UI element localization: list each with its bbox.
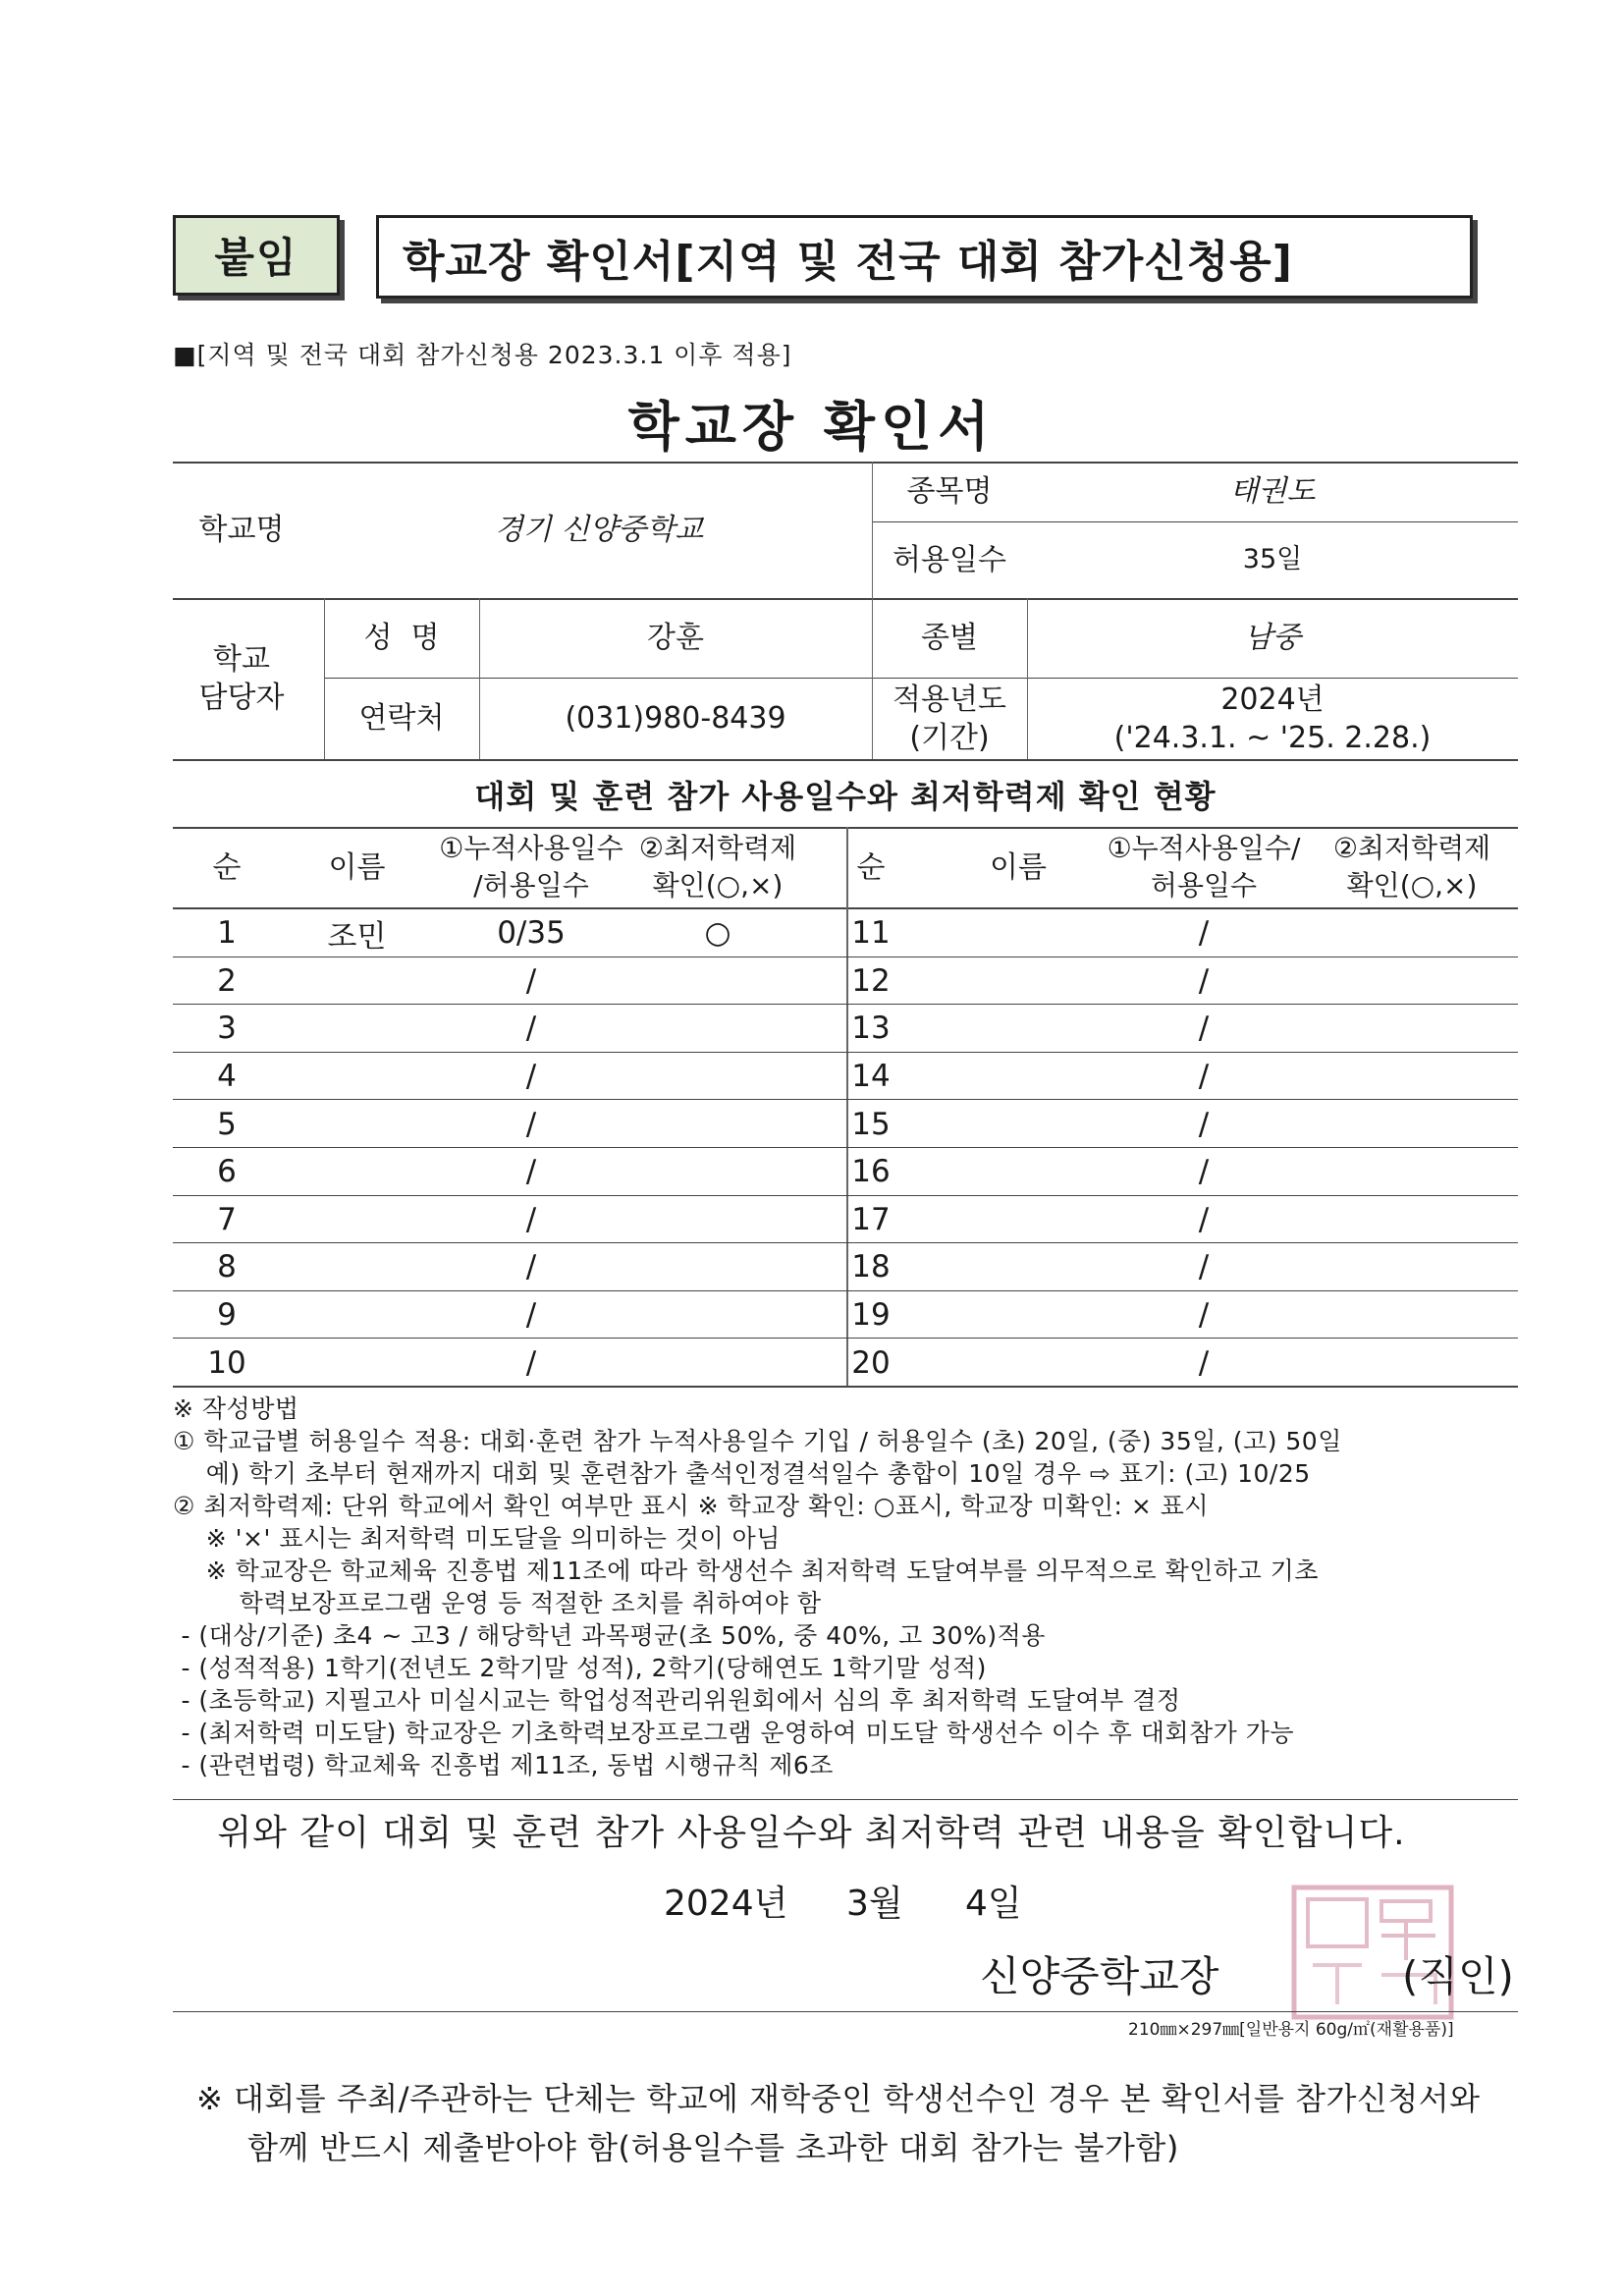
year-label-line1: 적용년도: [893, 682, 1006, 717]
table-cell-r-check: [1306, 909, 1518, 957]
contact-value: (031)980-8439: [565, 701, 786, 736]
contact-label: 연락처: [358, 701, 445, 736]
table-cell-l-check: [629, 1339, 806, 1387]
year-label: [872, 678, 1027, 759]
table-cell-r-check: [1306, 957, 1518, 1006]
header-check: [629, 827, 806, 907]
table-cell-l-no: 10: [207, 1344, 246, 1381]
document-heading-text: 학교장 확인서[지역 및 전국 대회 참가신청용]: [403, 236, 1293, 287]
table-cell-r-name: [925, 1291, 1111, 1339]
rule-line: [173, 1386, 1518, 1388]
header-days-right-line1: ①누적사용일수/: [1107, 832, 1301, 865]
table-cell-r-no: 11: [851, 915, 891, 952]
year-value-line1: 2024년: [1220, 682, 1325, 717]
sport-value: 태권도: [1229, 474, 1316, 509]
table-cell-r-days: /: [1198, 915, 1210, 952]
table-cell-r-check: [1306, 1100, 1518, 1148]
table-cell-l-days: /: [525, 1011, 537, 1047]
rule-line: [173, 2011, 1518, 2012]
table-cell-l-days: /: [525, 1344, 537, 1381]
rule-line: [173, 1799, 1518, 1800]
table-cell-r-name: [925, 1148, 1111, 1196]
table-cell-l-no: 1: [217, 915, 237, 952]
seal-label: (직인): [1402, 1952, 1514, 2000]
table-cell-l-name: [281, 1100, 433, 1148]
table-cell-r-check: [1306, 1005, 1518, 1053]
header-name-right: 이름: [990, 849, 1047, 885]
header-check-right-line2: 확인(○,×): [1346, 869, 1478, 902]
table-cell-r-name: [925, 1243, 1111, 1291]
table-cell-l-check: [629, 1005, 806, 1053]
table-cell-l-days: 0/35: [497, 915, 566, 952]
year-value: [1027, 678, 1518, 759]
note-line: - (최저학력 미도달) 학교장은 기초학력보장프로그램 운영하여 미도달 학생선수 이수 후 대회참가 가능: [173, 1719, 1295, 1747]
table-cell-l-check: [629, 1100, 806, 1148]
header-check-right-line1: ②최저학력제: [1332, 832, 1491, 865]
table-cell-r-check: [1306, 1053, 1518, 1101]
table-cell-l-days: /: [525, 1249, 537, 1285]
paper-spec: 210㎜×297㎜[일반용지 60g/㎡(재활용품)]: [1128, 2020, 1454, 2040]
note-line: ※ 학교장은 학교체육 진흥법 제11조에 따라 학생선수 최저학력 도달여부를 의무적으로 확인하고 기초: [173, 1557, 1319, 1585]
table-cell-r-days: /: [1198, 1201, 1210, 1237]
header-days: [433, 827, 629, 907]
sport-label: 종목명: [906, 474, 993, 509]
manager-label-line1: 학교: [213, 642, 270, 677]
header-days-line2: /허용일수: [473, 869, 589, 902]
table-cell-r-name: [925, 1053, 1111, 1101]
note-line: - (관련법령) 학교체육 진흥법 제11조, 동법 시행규칙 제6조: [173, 1751, 834, 1779]
table-title: 대회 및 훈련 참가 사용일수와 최저학력제 확인 현황: [474, 778, 1217, 815]
note-line: - (대상/기준) 초4 ~ 고3 / 해당학년 과목평균(초 50%, 중 40%, 고 30%)적용: [173, 1621, 1046, 1650]
header-check-line2: 확인(○,×): [652, 869, 784, 902]
table-cell-l-name: [281, 1053, 433, 1101]
year-label-line2: (기간): [909, 720, 990, 755]
table-cell-r-days: /: [1198, 1106, 1210, 1142]
table-cell-r-days: /: [1198, 1011, 1210, 1047]
table-cell-r-check: [1306, 1148, 1518, 1196]
header-days-right-line2: 허용일수: [1150, 869, 1258, 902]
table-cell-r-no: 20: [851, 1344, 891, 1381]
table-cell-l-days: /: [525, 962, 537, 999]
table-cell-r-no: 12: [851, 962, 891, 999]
table-cell-l-check: ○: [704, 915, 731, 952]
table-cell-r-no: 18: [851, 1249, 891, 1285]
document-heading: [376, 215, 1473, 299]
date-month: 3월: [846, 1884, 903, 1924]
table-cell-l-name: [281, 1005, 433, 1053]
table-cell-r-check: [1306, 1339, 1518, 1387]
table-cell-l-name: [281, 1291, 433, 1339]
table-cell-r-no: 14: [851, 1059, 891, 1095]
table-cell-r-name: [925, 909, 1111, 957]
notes-section: [173, 1393, 1528, 1781]
category-value: 남중: [1244, 621, 1301, 655]
note-line: - (초등학교) 지필고사 미실시교는 학업성적관리위원회에서 심의 후 최저학력 도달여부 결정: [173, 1686, 1181, 1715]
page-title: 학교장 확인서: [627, 396, 996, 458]
table-cell-l-name: [281, 1196, 433, 1244]
date-year: 2024년: [664, 1884, 788, 1924]
table-cell-r-days: /: [1198, 1059, 1210, 1095]
table-cell-l-no: 5: [217, 1106, 237, 1142]
table-cell-l-days: /: [525, 1059, 537, 1095]
signer-name: 신양중학교장: [980, 1952, 1219, 2000]
name-value: 강훈: [647, 621, 704, 655]
table-cell-l-check: [629, 1243, 806, 1291]
note-line: ② 최저학력제: 단위 학교에서 확인 여부만 표시 ※ 학교장 확인: ○표시, 학교장 미확인: × 표시: [173, 1492, 1210, 1520]
table-cell-r-name: [925, 1100, 1111, 1148]
table-cell-r-name: [925, 1196, 1111, 1244]
allowed-days-value: 35일: [1242, 544, 1303, 575]
table-cell-l-name: [281, 1148, 433, 1196]
attachment-tag: 붙임: [173, 215, 340, 296]
table-cell-l-no: 4: [217, 1059, 237, 1095]
table-cell-r-days: /: [1198, 1249, 1210, 1285]
school-value: 경기 신양중학교: [494, 513, 704, 547]
table-cell-l-no: 9: [217, 1297, 237, 1334]
table-cell-r-check: [1306, 1243, 1518, 1291]
table-cell-l-name: 조민: [327, 918, 387, 955]
table-cell-r-no: 13: [851, 1011, 891, 1047]
allowed-days-label: 허용일수: [893, 542, 1006, 577]
note-line: ① 학교급별 허용일수 적용: 대회·훈련 참가 누적사용일수 기입 / 허용일수 (초) 20일, (중) 35일, (고) 50일: [173, 1427, 1342, 1455]
apply-note: ■[지역 및 전국 대회 참가신청용 2023.3.1 이후 적용]: [173, 341, 792, 369]
table-cell-r-days: /: [1198, 1297, 1210, 1334]
header-check-right: [1306, 827, 1518, 907]
table-cell-l-no: 6: [217, 1154, 237, 1190]
table-cell-l-check: [629, 1196, 806, 1244]
table-cell-l-check: [629, 1148, 806, 1196]
table-cell-l-no: 3: [217, 1011, 237, 1047]
note-line: - (성적적용) 1학기(전년도 2학기말 성적), 2학기(당해연도 1학기말 성적): [173, 1654, 987, 1682]
header-no: 순: [212, 849, 242, 885]
table-cell-r-name: [925, 957, 1111, 1006]
table-cell-l-days: /: [525, 1106, 537, 1142]
note-line: 학력보장프로그램 운영 등 적절한 조치를 취하여야 함: [173, 1589, 822, 1617]
table-cell-l-check: [629, 1053, 806, 1101]
table-cell-l-days: /: [525, 1201, 537, 1237]
table-cell-l-no: 2: [217, 962, 237, 999]
table-cell-r-name: [925, 1339, 1111, 1387]
table-cell-l-name: [281, 957, 433, 1006]
table-cell-r-check: [1306, 1196, 1518, 1244]
manager-label-line2: 담당자: [198, 681, 285, 715]
table-cell-l-check: [629, 957, 806, 1006]
confirmation-text: 위와 같이 대회 및 훈련 참가 사용일수와 최저학력 관련 내용을 확인합니다.: [217, 1813, 1406, 1853]
note-line: 예) 학기 초부터 현재까지 대회 및 훈련참가 출석인정결석일수 총합이 10일 경우 ⇨ 표기: (고) 10/25: [173, 1459, 1311, 1488]
date-day: 4일: [965, 1884, 1022, 1924]
header-no-right: 순: [856, 849, 886, 885]
school-label: 학교명: [198, 513, 285, 547]
name-label: 성 명: [363, 621, 440, 655]
manager-label: [173, 598, 310, 759]
table-cell-l-no: 8: [217, 1249, 237, 1285]
table-cell-l-check: [629, 1291, 806, 1339]
table-cell-r-days: /: [1198, 962, 1210, 999]
table-cell-l-name: [281, 1339, 433, 1387]
table-cell-r-no: 19: [851, 1297, 891, 1334]
header-name: 이름: [328, 849, 386, 885]
table-cell-r-no: 15: [851, 1106, 891, 1142]
footer-line-1: ※ 대회를 주최/주관하는 단체는 학교에 재학중인 학생선수인 경우 본 확인서를 참가신청서와: [196, 2080, 1481, 2117]
table-cell-r-days: /: [1198, 1154, 1210, 1190]
note-line: ※ 작성방법: [173, 1394, 299, 1423]
category-label: 종별: [921, 621, 978, 655]
rule-line: [173, 759, 1518, 761]
table-cell-l-days: /: [525, 1154, 537, 1190]
table-cell-r-no: 16: [851, 1154, 891, 1190]
table-cell-l-name: [281, 1243, 433, 1291]
footer-line-2: 함께 반드시 제출받아야 함(허용일수를 초과한 대회 참가는 불가함): [247, 2129, 1179, 2166]
table-cell-l-no: 7: [217, 1201, 237, 1237]
table-cell-r-no: 17: [851, 1201, 891, 1237]
header-days-right: [1106, 827, 1302, 907]
table-cell-r-days: /: [1198, 1344, 1210, 1381]
footer-note: [196, 2074, 1481, 2172]
table-cell-l-days: /: [525, 1297, 537, 1334]
note-line: ※ '×' 표시는 최저학력 미도달을 의미하는 것이 아님: [173, 1524, 781, 1553]
table-cell-r-name: [925, 1005, 1111, 1053]
header-check-line1: ②최저학력제: [638, 832, 797, 865]
year-value-line2: ('24.3.1. ~ '25. 2.28.): [1113, 720, 1432, 755]
header-days-line1: ①누적사용일수: [439, 832, 623, 865]
table-cell-r-check: [1306, 1291, 1518, 1339]
